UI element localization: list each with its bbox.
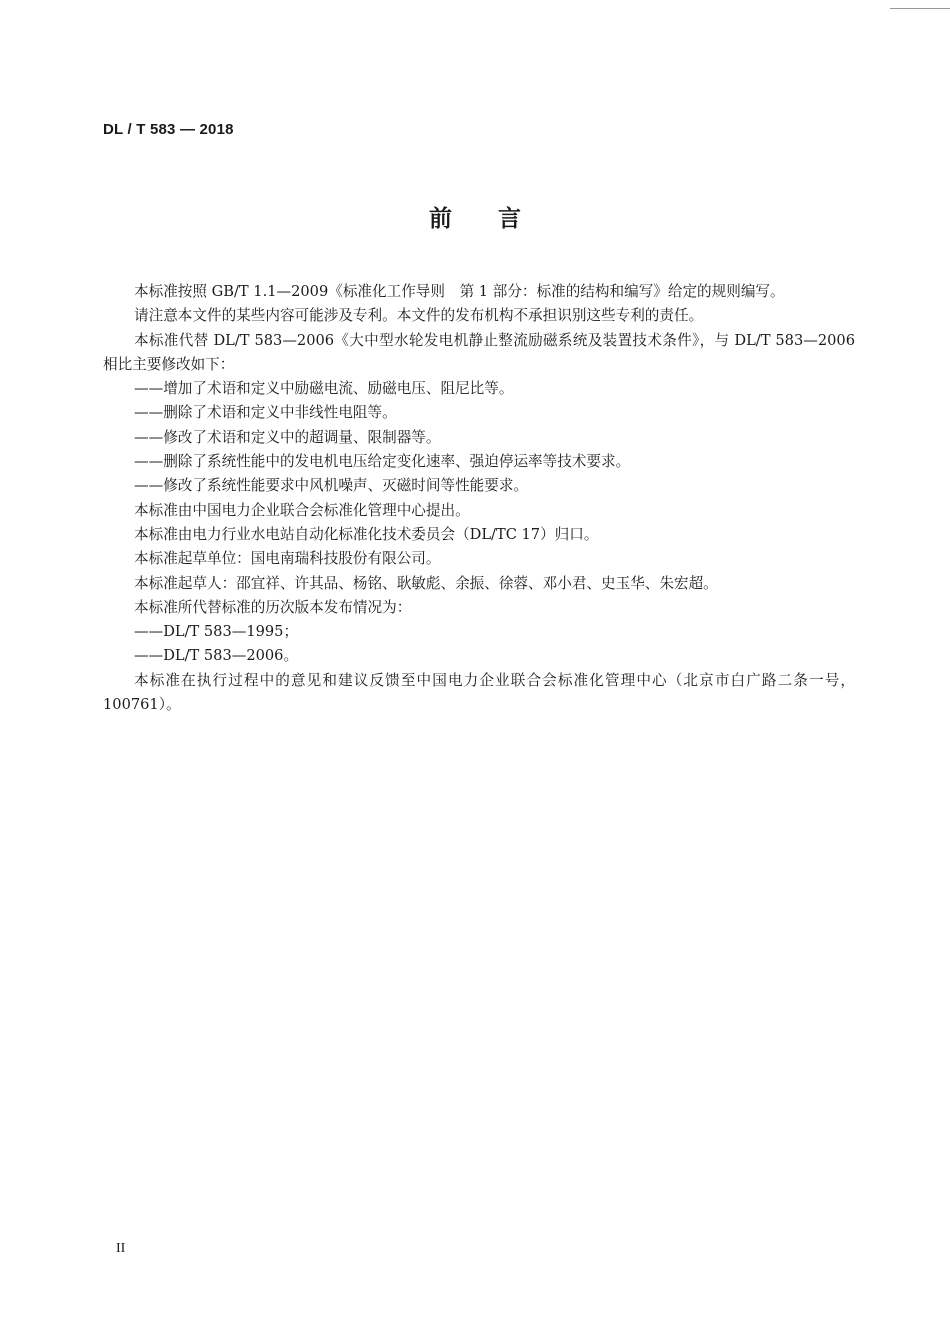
scan-edge-line [890, 8, 950, 9]
paragraph-drafting-rules: 本标准按照 GB/T 1.1—2009《标准化工作导则 第 1 部分：标准的结构和编写》给定的规则编写。 [134, 283, 785, 300]
change-item: ——增加了术语和定义中励磁电流、励磁电压、阻尼比等。 [134, 380, 514, 398]
change-item: ——删除了系统性能中的发电机电压给定变化速率、强迫停运率等技术要求。 [134, 453, 631, 471]
page-number: II [116, 1241, 126, 1256]
version-item: ——DL/T 583—2006。 [134, 647, 299, 665]
paragraph-version-history: 本标准所代替标准的历次版本发布情况为： [134, 598, 412, 616]
paragraph-committee: 本标准由电力行业水电站自动化标准化技术委员会（DL/TC 17）归口。 [134, 525, 599, 543]
version-item: ——DL/T 583—1995； [134, 623, 299, 641]
paragraph-drafting-unit: 本标准起草单位：国电南瑞科技股份有限公司。 [134, 550, 441, 568]
standard-code: DL / T 583 — 2018 [103, 121, 234, 138]
paragraph-feedback: 本标准在执行过程中的意见和建议反馈至中国电力企业联合会标准化管理中心（北京市白广路二条一号，100761）。 [103, 671, 855, 714]
paragraph-proposer: 本标准由中国电力企业联合会标准化管理中心提出。 [134, 501, 470, 519]
change-item: ——删除了术语和定义中非线性电阻等。 [134, 404, 397, 422]
paragraph-patent-notice: 请注意本文件的某些内容可能涉及专利。本文件的发布机构不承担识别这些专利的责任。 [134, 307, 704, 325]
page-title: 前言 [429, 206, 567, 232]
paragraph-replaces: 本标准代替 DL/T 583—2006《大中型水轮发电机静止整流励磁系统及装置技术条件》，与 DL/T 583—2006 相比主要修改如下： [103, 331, 855, 373]
change-item: ——修改了术语和定义中的超调量、限制器等。 [134, 428, 441, 446]
preface-body [103, 280, 855, 717]
change-item: ——修改了系统性能要求中风机噪声、灭磁时间等性能要求。 [134, 477, 529, 495]
paragraph-drafters: 本标准起草人：邵宜祥、许其品、杨铭、耿敏彪、余振、徐蓉、邓小君、史玉华、朱宏超。 [134, 574, 718, 592]
